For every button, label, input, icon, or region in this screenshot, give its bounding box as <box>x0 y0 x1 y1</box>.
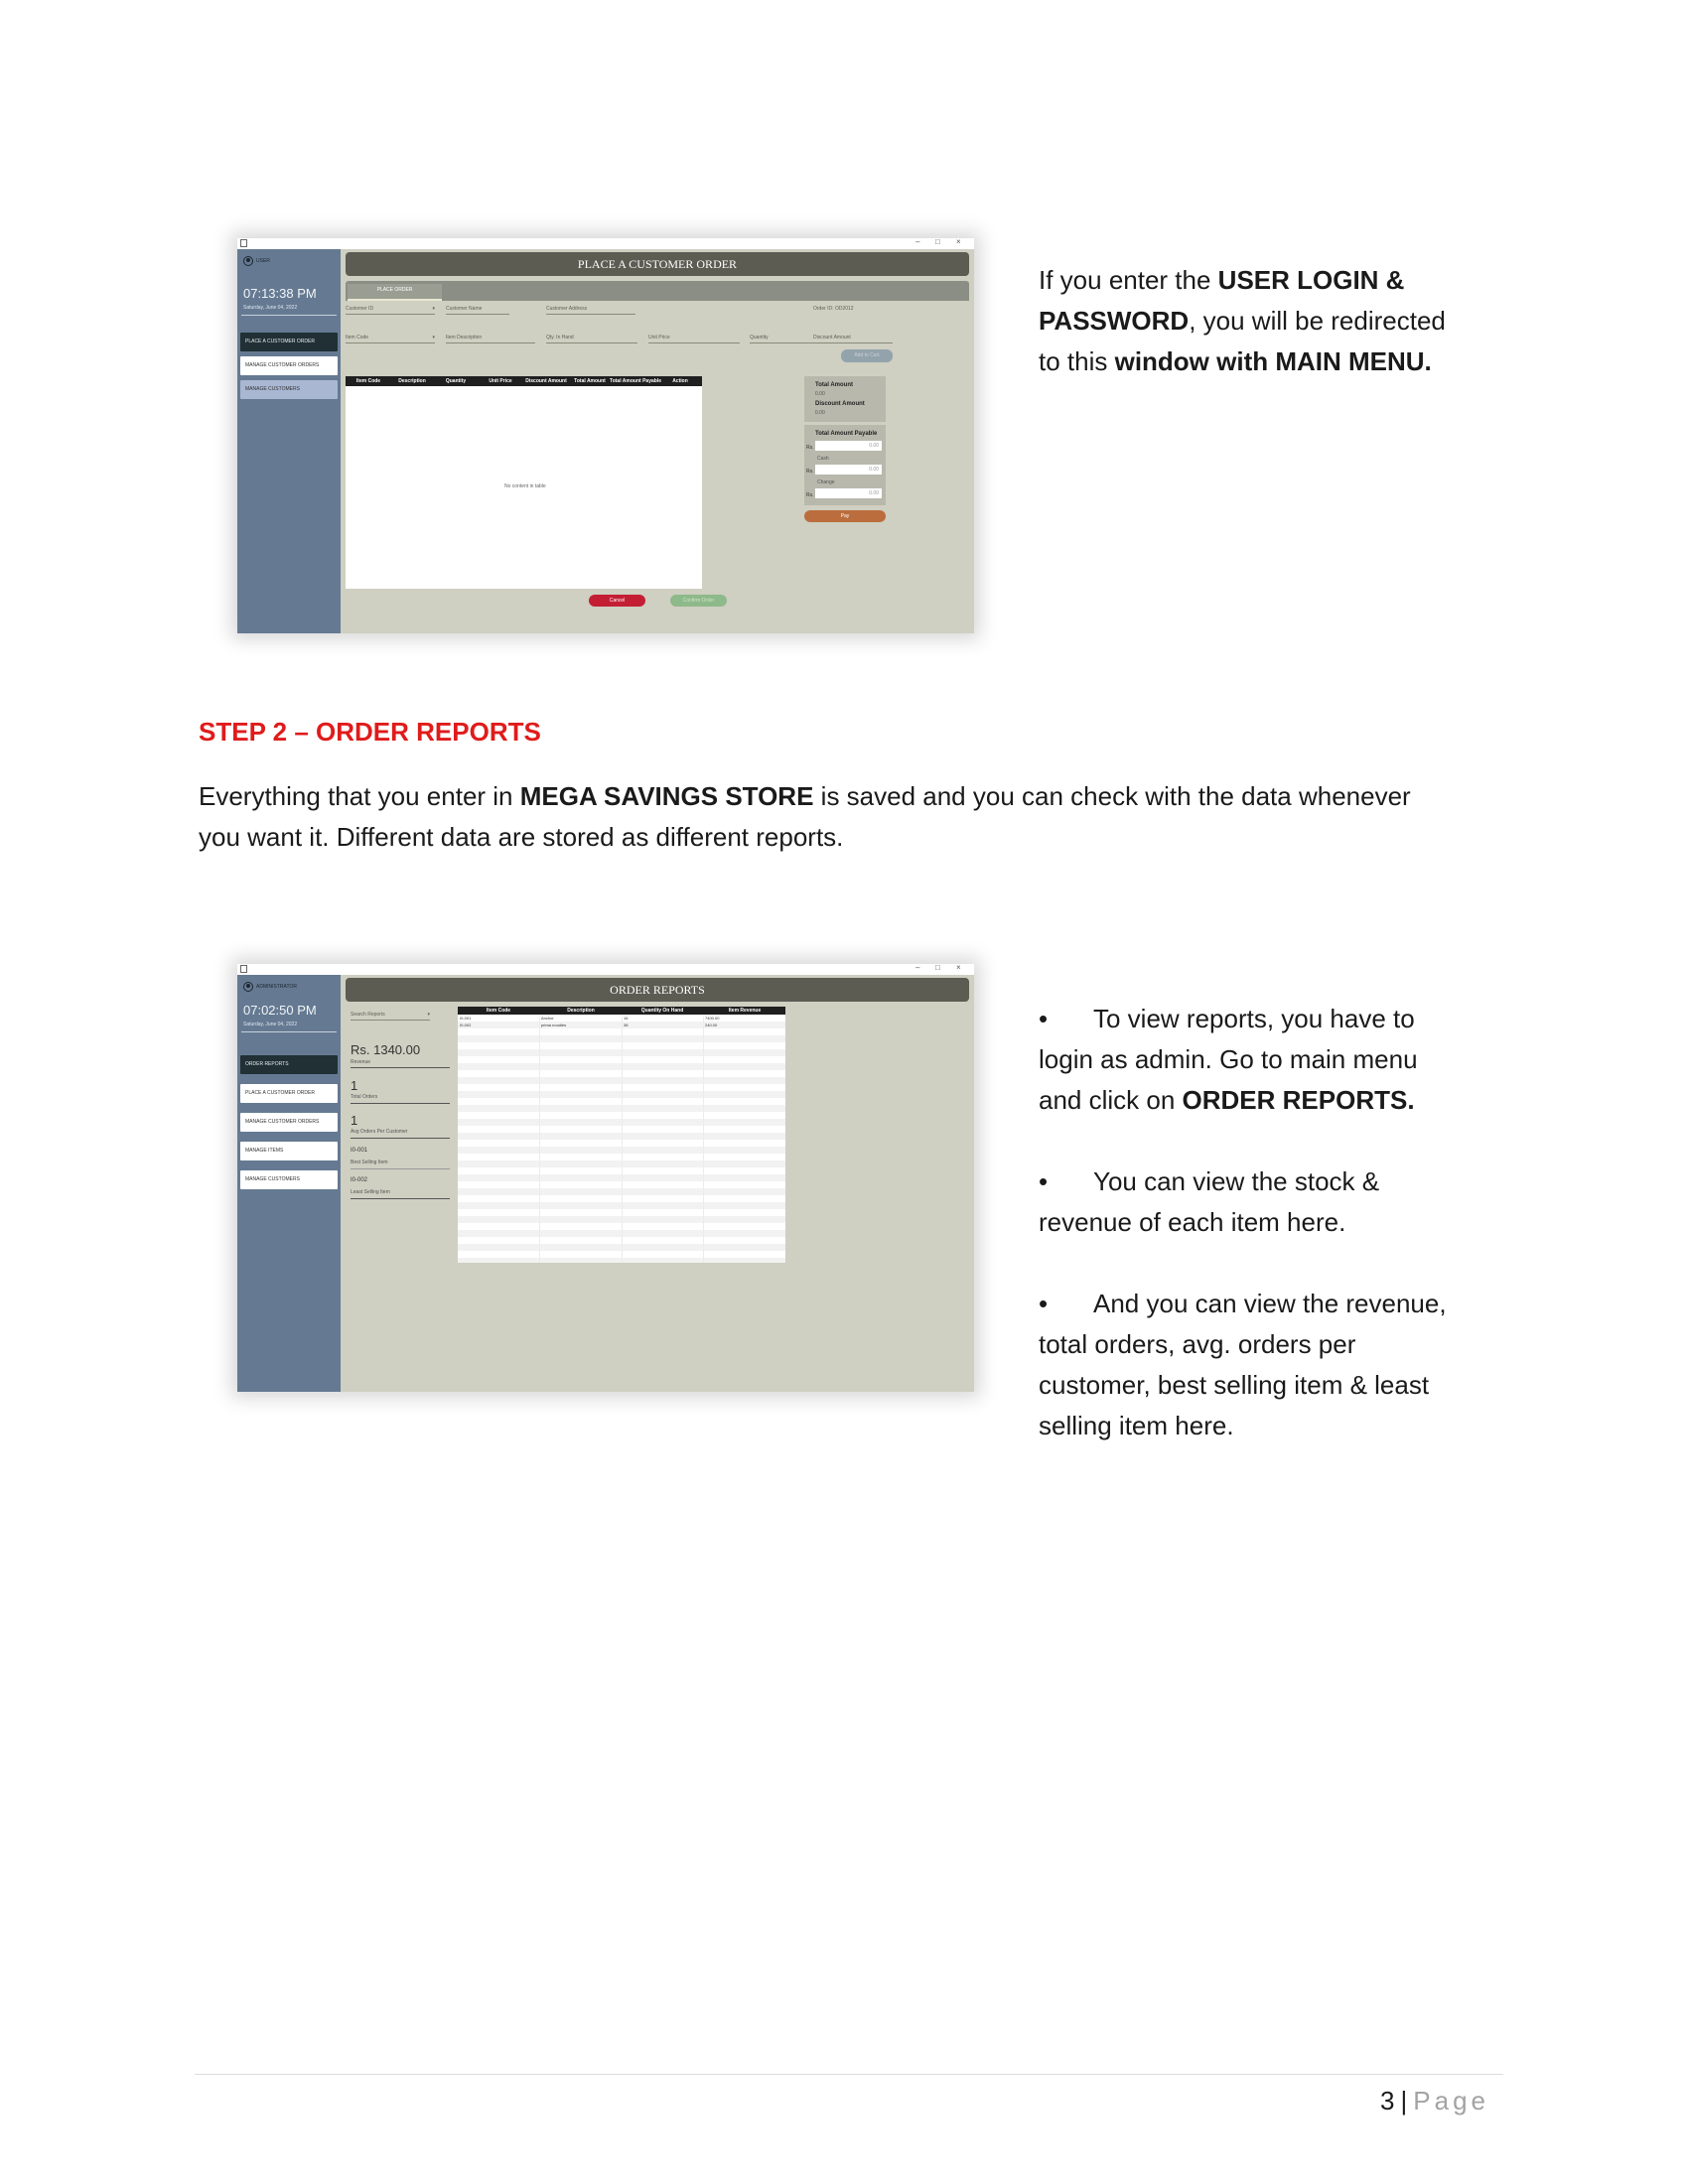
bullet-icon: • <box>1039 1289 1049 1318</box>
page-number: 3 <box>1380 2086 1395 2116</box>
step2-paragraph <box>199 776 1509 858</box>
menu-place-order[interactable]: PLACE A CUSTOMER ORDER <box>240 1084 338 1103</box>
bullet-list <box>1039 999 1485 1446</box>
user-icon <box>243 256 253 266</box>
cancel-button[interactable]: Cancel <box>589 595 645 607</box>
total-orders-value: 1 <box>351 1078 358 1093</box>
step2-text-1: Everything that you enter in <box>199 781 520 811</box>
customer-address-field[interactable]: Customer Address <box>546 304 635 315</box>
bullet3-line2: total orders, avg. orders per <box>1039 1329 1356 1359</box>
clock: 07:02:50 PM <box>243 1003 317 1018</box>
sidebar <box>237 249 341 633</box>
step2-text-3: you want it. Different data are stored as different reports. <box>199 822 844 852</box>
bullet-icon: • <box>1039 1166 1049 1196</box>
col-item-revenue: Item Revenue <box>728 1008 762 1014</box>
column-divider <box>703 1017 704 1263</box>
item-code-select[interactable] <box>346 333 435 343</box>
date: Saturday, June 04, 2022 <box>243 305 298 311</box>
window-titlebar <box>237 964 974 974</box>
user-row <box>243 982 297 992</box>
col-unit-price: Unit Price <box>489 378 512 384</box>
user-icon <box>243 982 253 992</box>
maximize-icon[interactable]: □ <box>935 238 940 246</box>
intro-bold-3: window with MAIN MENU. <box>1114 346 1432 376</box>
total-orders-label: Total Orders <box>351 1094 378 1100</box>
bullet-item-1 <box>1039 999 1485 1039</box>
item-code-label: Item Code <box>346 335 369 341</box>
screenshot-order-reports <box>237 964 974 1392</box>
quantity-field[interactable]: Quantity <box>750 333 841 343</box>
order-id: Order ID: OD2012 <box>813 306 854 312</box>
item-description-field[interactable]: Item Description <box>446 333 535 343</box>
tab-place-order[interactable]: PLACE ORDER <box>348 284 442 301</box>
avg-orders-value: 1 <box>351 1113 358 1128</box>
bullet-icon: • <box>1039 1004 1049 1033</box>
tab-bar <box>346 281 969 301</box>
reports-table <box>458 1007 785 1263</box>
menu-manage-customers[interactable]: MANAGE CUSTOMERS <box>240 380 338 399</box>
cell-description: prima noodles <box>541 1023 567 1027</box>
col-quantity: Quantity <box>445 378 467 384</box>
totals-panel <box>804 376 886 422</box>
user-name: ADMINISTRATOR <box>256 984 297 990</box>
user-row <box>243 256 270 266</box>
chevron-down-icon: ▾ <box>432 306 435 312</box>
cart-table <box>346 376 702 589</box>
bullet1-line2: login as admin. Go to main menu <box>1039 1044 1418 1074</box>
col-discount-amount: Discount Amount <box>525 378 567 384</box>
main-content <box>341 249 974 633</box>
app-icon <box>240 239 247 247</box>
screenshot-place-order <box>237 238 974 633</box>
payment-panel <box>804 425 886 505</box>
currency-prefix: Rs. <box>806 445 814 451</box>
chevron-down-icon: ▾ <box>432 335 435 341</box>
column-divider <box>622 1017 623 1263</box>
least-selling-item-value: I0-002 <box>351 1177 368 1183</box>
close-icon[interactable]: × <box>956 238 961 246</box>
reports-table-header <box>458 1007 785 1015</box>
date: Saturday, June 04, 2022 <box>243 1022 298 1027</box>
chevron-down-icon: ▾ <box>427 1012 430 1018</box>
change-field[interactable]: 0.00 <box>815 488 882 498</box>
col-description: Description <box>398 378 426 384</box>
discount-amount-field[interactable]: Discount Amount <box>813 333 893 343</box>
currency-prefix: Rs. <box>806 469 814 475</box>
step2-heading: STEP 2 – ORDER REPORTS <box>199 717 541 747</box>
window-titlebar <box>237 238 974 248</box>
divider <box>351 1103 450 1104</box>
divider <box>241 315 337 316</box>
cell-revenue: 7400.00 <box>705 1016 720 1021</box>
empty-table-message: No content in table <box>504 483 546 489</box>
customer-id-select[interactable] <box>346 304 435 315</box>
best-selling-item-value: I0-001 <box>351 1148 368 1154</box>
page-word: Page <box>1413 2086 1489 2116</box>
col-description: Description <box>567 1008 595 1014</box>
cell-revenue: 240.00 <box>705 1023 718 1027</box>
bullet1-line1: To view reports, you have to <box>1093 1004 1415 1033</box>
customer-id-label: Customer ID <box>346 306 374 312</box>
total-amount-value: 0.00 <box>815 391 825 397</box>
change-label: Change <box>817 479 835 485</box>
pay-button[interactable]: Pay <box>804 510 886 522</box>
col-item-code: Item Code <box>355 378 381 384</box>
col-item-code: Item Code <box>486 1008 511 1014</box>
page-title: PLACE A CUSTOMER ORDER <box>346 252 969 276</box>
intro-paragraph <box>1039 260 1456 382</box>
discount-amount-label: Discount Amount <box>815 401 865 407</box>
intro-bold-1: USER LOGIN & <box>1217 265 1405 295</box>
avg-orders-label: Avg Orders Per Customer <box>351 1129 408 1135</box>
intro-text-2: , you will be redirected <box>1189 306 1446 336</box>
divider <box>351 1198 450 1199</box>
intro-bold-2: PASSWORD <box>1039 306 1190 336</box>
bullet3-line4: selling item here. <box>1039 1411 1234 1440</box>
menu-order-reports[interactable]: ORDER REPORTS <box>240 1055 338 1074</box>
add-to-cart-button[interactable]: Add to Cart <box>841 349 893 362</box>
cell-description: Anchor <box>541 1016 554 1021</box>
menu-place-order[interactable]: PLACE A CUSTOMER ORDER <box>240 333 338 351</box>
total-amount-label: Total Amount <box>815 382 853 388</box>
divider <box>241 1031 337 1032</box>
revenue-value: Rs. 1340.00 <box>351 1042 421 1057</box>
maximize-icon[interactable]: □ <box>935 964 940 972</box>
search-reports-select[interactable] <box>351 1010 430 1021</box>
col-quantity-on-hand: Quantity On Hand <box>640 1008 684 1014</box>
bullet3-line3: customer, best selling item & least <box>1039 1370 1430 1400</box>
page-title: ORDER REPORTS <box>346 978 969 1002</box>
discount-amount-value: 0.00 <box>815 410 825 416</box>
bullet2-line1: You can view the stock & <box>1093 1166 1380 1196</box>
step2-bold: MEGA SAVINGS STORE <box>519 781 814 811</box>
bullet1-bold: ORDER REPORTS. <box>1182 1085 1415 1115</box>
divider <box>351 1168 450 1169</box>
step2-text-2: is saved and you can check with the data whenever <box>813 781 1411 811</box>
col-total-payable: Total Amount Payable <box>610 378 661 384</box>
user-name: USER <box>256 258 270 264</box>
app-icon <box>240 965 247 973</box>
cell-qty: 16 <box>624 1016 629 1021</box>
total-payable-label: Total Amount Payable <box>815 431 878 437</box>
bullet1-text: and click on <box>1039 1085 1183 1115</box>
bullet-item-2 <box>1039 1161 1485 1202</box>
bullet2-line2: revenue of each item here. <box>1039 1207 1346 1237</box>
cell-code: I0-002 <box>460 1023 472 1027</box>
footer-divider <box>195 2074 1503 2075</box>
footer-separator: | <box>1400 2086 1408 2116</box>
least-selling-item-label: Least Selling Item <box>351 1189 390 1195</box>
menu-manage-customer-orders[interactable]: MANAGE CUSTOMER ORDERS <box>240 1113 338 1132</box>
unit-price-field[interactable]: Unit Price <box>648 333 740 343</box>
main-content <box>341 975 974 1392</box>
minimize-icon[interactable]: – <box>915 964 920 972</box>
best-selling-item-label: Best Selling Item <box>351 1160 388 1165</box>
divider <box>351 1067 450 1068</box>
menu-manage-items[interactable]: MANAGE ITEMS <box>240 1142 338 1160</box>
col-total-amount: Total Amount <box>574 378 606 384</box>
cash-field[interactable]: 0.00 <box>815 465 882 475</box>
clock: 07:13:38 PM <box>243 286 317 301</box>
minimize-icon[interactable]: – <box>915 238 920 246</box>
bullet1-line3 <box>1039 1080 1485 1121</box>
page-footer <box>1380 2086 1489 2116</box>
qty-in-hand-field[interactable]: Qty. In Hand <box>546 333 637 343</box>
menu-manage-customer-orders[interactable]: MANAGE CUSTOMER ORDERS <box>240 356 338 375</box>
bullet-item-3 <box>1039 1284 1485 1324</box>
cell-qty: 38 <box>624 1023 629 1027</box>
currency-prefix: Rs. <box>806 492 814 498</box>
close-icon[interactable]: × <box>956 964 961 972</box>
confirm-order-button[interactable]: Confirm Order <box>670 595 727 607</box>
customer-name-field[interactable]: Customer Name <box>446 304 509 315</box>
cash-label: Cash <box>817 456 829 462</box>
intro-text-3: to this <box>1039 346 1115 376</box>
revenue-label: Revenue <box>351 1059 371 1065</box>
bullet3-line1: And you can view the revenue, <box>1093 1289 1447 1318</box>
column-divider <box>539 1017 540 1263</box>
intro-text-1: If you enter the <box>1039 265 1218 295</box>
cart-table-header <box>346 376 702 386</box>
divider <box>351 1138 450 1139</box>
col-action: Action <box>672 378 688 384</box>
menu-manage-customers[interactable]: MANAGE CUSTOMERS <box>240 1170 338 1189</box>
cell-code: I0-001 <box>460 1016 472 1021</box>
search-reports-label: Search Reports <box>351 1012 385 1018</box>
sidebar <box>237 975 341 1392</box>
total-payable-field[interactable]: 0.00 <box>815 441 882 451</box>
